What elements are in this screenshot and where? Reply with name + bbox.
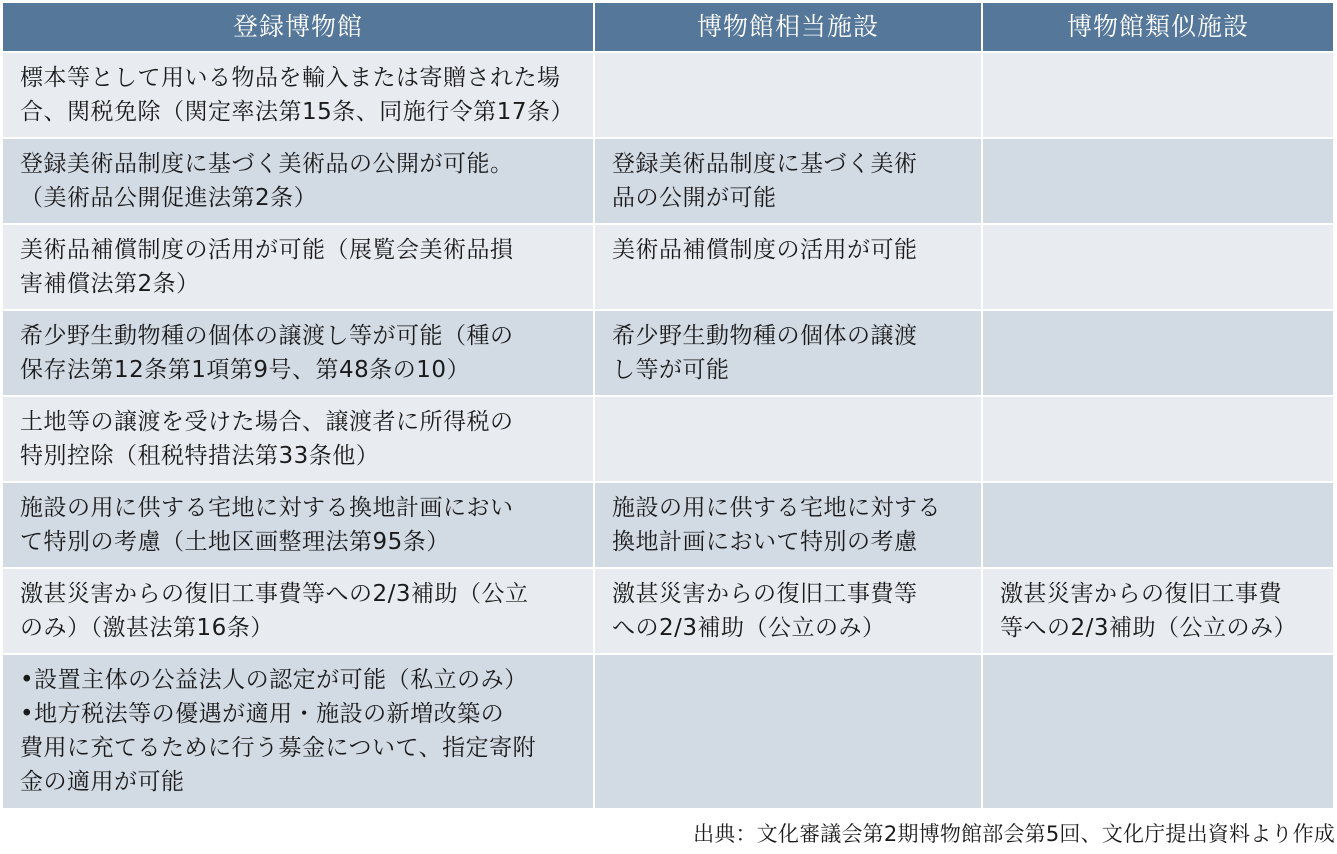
table-cell	[983, 311, 1335, 397]
cell-text-line: 激甚災害からの復旧工事費等への2/3補助（公立	[20, 581, 529, 607]
column-header-registered-museum: 登録博物館	[3, 3, 595, 53]
cell-text-line: 施設の用に供する宅地に対する換地計画におい	[20, 495, 514, 521]
source-note: 出典：文化審議会第2期博物館部会第5回、文化庁提出資料より作成	[693, 822, 1335, 846]
table-cell	[595, 311, 983, 397]
table-cell	[3, 569, 595, 655]
table-cell	[983, 225, 1335, 311]
table-cell	[595, 397, 983, 483]
cell-text-line: 金の適用が可能	[20, 769, 185, 795]
table-cell	[3, 483, 595, 569]
cell-text-line: 登録美術品制度に基づく美術	[612, 151, 918, 177]
cell-text-line: 合、関税免除（関定率法第15条、同施行令第17条）	[20, 99, 575, 125]
table-cell	[983, 53, 1335, 139]
cell-text-line: 品の公開が可能	[612, 185, 777, 211]
cell-text-line: 保存法第12条第1項第9号、第48条の10）	[20, 357, 471, 383]
table-cell	[983, 655, 1335, 810]
comparison-table	[3, 3, 1335, 810]
cell-text-line: 美術品補償制度の活用が可能（展覧会美術品損	[20, 237, 514, 263]
table-cell	[595, 483, 983, 569]
cell-text-line: 希少野生動物種の個体の譲渡	[612, 323, 918, 349]
table-cell	[595, 225, 983, 311]
cell-text-line: （美術品公開促進法第2条）	[20, 185, 318, 211]
table-cell	[983, 483, 1335, 569]
table-cell	[3, 53, 595, 139]
cell-text-line: し等が可能	[612, 357, 730, 383]
table-cell	[3, 397, 595, 483]
table-cell	[3, 225, 595, 311]
cell-text-line: 施設の用に供する宅地に対する	[612, 495, 941, 521]
table-cell	[983, 569, 1335, 655]
cell-text-line: 換地計画において特別の考慮	[612, 529, 918, 555]
cell-text-line: 土地等の譲渡を受けた場合、譲渡者に所得税の	[20, 409, 514, 435]
table-cell	[3, 655, 595, 810]
cell-text-line: 激甚災害からの復旧工事費	[1000, 581, 1282, 607]
table-cell	[3, 139, 595, 225]
cell-text-line: 特別控除（租税特措法第33条他）	[20, 443, 380, 469]
table-cell	[595, 139, 983, 225]
cell-text-line: 登録美術品制度に基づく美術品の公開が可能。	[20, 151, 514, 177]
cell-text-line: 希少野生動物種の個体の譲渡し等が可能（種の	[20, 323, 514, 349]
table-cell	[595, 569, 983, 655]
cell-text-line: 激甚災害からの復旧工事費等	[612, 581, 918, 607]
cell-text-line: て特別の考慮（土地区画整理法第95条）	[20, 529, 450, 555]
cell-text-line: 等への2/3補助（公立のみ）	[1000, 615, 1298, 641]
table-cell	[3, 311, 595, 397]
table-cell	[983, 397, 1335, 483]
column-header-museum-similar: 博物館類似施設	[983, 3, 1335, 53]
cell-text-line: 費用に充てるために行う募金について、指定寄附	[20, 735, 537, 761]
table-cell	[983, 139, 1335, 225]
cell-text-line: •設置主体の公益法人の認定が可能（私立のみ）	[20, 667, 528, 693]
cell-text-line: のみ）（激甚法第16条）	[20, 615, 274, 641]
cell-text-line: •地方税法等の優遇が適用・施設の新増改築の	[20, 701, 505, 727]
table-cell	[595, 655, 983, 810]
table-cell	[595, 53, 983, 139]
cell-text-line: 害補償法第2条）	[20, 271, 200, 297]
cell-text-line: 美術品補償制度の活用が可能	[612, 237, 918, 263]
cell-text-line: への2/3補助（公立のみ）	[612, 615, 886, 641]
column-header-museum-equivalent: 博物館相当施設	[595, 3, 983, 53]
cell-text-line: 標本等として用いる物品を輸入または寄贈された場	[20, 65, 561, 91]
